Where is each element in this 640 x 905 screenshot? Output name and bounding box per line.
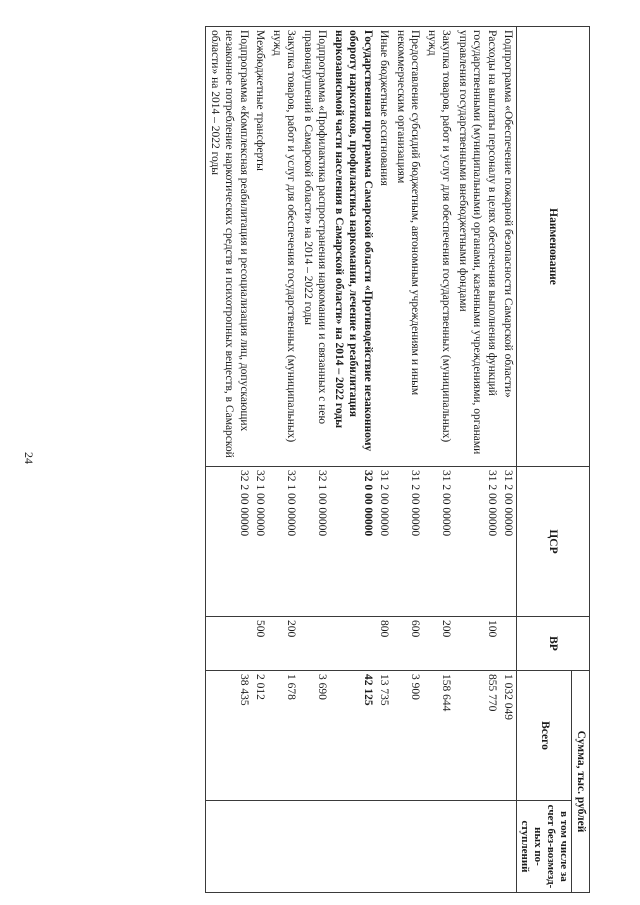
cell-name: Расходы на выплаты персоналу в целях обеспечения выполнения функций государственными (муниципальными) органами, казенными учреждениями, органами управления государственными внебюджетными фондами [455, 27, 501, 467]
header-csr: ЦСР [517, 467, 590, 617]
cell-gratuitous [393, 801, 424, 893]
cell-total: 3 900 [393, 671, 424, 801]
cell-vr: 500 [252, 617, 269, 671]
cell-csr: 31 2 00 00000 [455, 467, 501, 617]
cell-csr: 32 0 00 00000 [331, 467, 377, 617]
table-row [206, 27, 252, 893]
budget-table [206, 26, 591, 893]
header-name: Наименование [517, 27, 590, 467]
cell-vr [206, 617, 252, 671]
cell-vr [300, 617, 331, 671]
cell-csr: 31 2 00 00000 [424, 467, 455, 617]
table-row [500, 27, 517, 893]
cell-csr: 31 2 00 00000 [393, 467, 424, 617]
cell-total: 1 032 049 [500, 671, 517, 801]
table-row [331, 27, 377, 893]
cell-name: Закупка товаров, работ и услуг для обеспечения государственных (муниципальных) нужд [269, 27, 300, 467]
cell-gratuitous [300, 801, 331, 893]
cell-gratuitous [252, 801, 269, 893]
header-sum-group: Сумма, тыс. рублей [572, 671, 590, 893]
cell-name: Подпрограмма «Комплексная реабилитация и ресоциализация лиц, допускающих незаконное потребление наркотических средств и психотропных веществ, в Самарской области» на 2014 – 2022 годы [206, 27, 252, 467]
cell-name: Иные бюджетные ассигнования [376, 27, 393, 467]
cell-vr: 200 [269, 617, 300, 671]
table-row [424, 27, 455, 893]
table-row [455, 27, 501, 893]
table-row [252, 27, 269, 893]
cell-name: Подпрограмма «Обеспечение пожарной безопасности Самарской области» [500, 27, 517, 467]
header-gratuitous: в том числе за счет без-возмезд-ных по-ступлений [517, 801, 572, 893]
cell-total: 158 644 [424, 671, 455, 801]
cell-vr: 100 [455, 617, 501, 671]
cell-gratuitous [269, 801, 300, 893]
cell-gratuitous [331, 801, 377, 893]
cell-total: 855 770 [455, 671, 501, 801]
cell-total: 1 678 [269, 671, 300, 801]
cell-csr: 31 2 00 00000 [376, 467, 393, 617]
table-row [269, 27, 300, 893]
cell-vr: 800 [376, 617, 393, 671]
table-body [206, 27, 517, 893]
cell-total: 38 435 [206, 671, 252, 801]
cell-total: 13 735 [376, 671, 393, 801]
cell-gratuitous [455, 801, 501, 893]
rotated-page-content [154, 26, 590, 892]
cell-total: 2 012 [252, 671, 269, 801]
cell-csr: 32 1 00 00000 [269, 467, 300, 617]
cell-csr: 32 1 00 00000 [252, 467, 269, 617]
header-vr: ВР [517, 617, 590, 671]
table-row [393, 27, 424, 893]
cell-vr [500, 617, 517, 671]
page-number: 24 [22, 452, 36, 464]
cell-csr: 31 2 00 00000 [500, 467, 517, 617]
cell-name: Подпрограмма «Профилактика распространения наркомании и связанных с нею правонарушений в Самарской области» на 2014 – 2022 годы [300, 27, 331, 467]
cell-csr: 32 2 00 00000 [206, 467, 252, 617]
cell-gratuitous [424, 801, 455, 893]
cell-vr: 200 [424, 617, 455, 671]
cell-gratuitous [500, 801, 517, 893]
table-row [376, 27, 393, 893]
cell-gratuitous [206, 801, 252, 893]
cell-gratuitous [376, 801, 393, 893]
cell-total: 3 690 [300, 671, 331, 801]
cell-name: Межбюджетные трансферты [252, 27, 269, 467]
cell-total: 42 125 [331, 671, 377, 801]
cell-vr [331, 617, 377, 671]
cell-name: Государственная программа Самарской области «Противодействие незаконному обороту наркотиков, профилактика наркомании, лечение и реабилитация наркозависимой части населения в Самарской области» на 2014 – 2022 годы [331, 27, 377, 467]
cell-name: Закупка товаров, работ и услуг для обеспечения государственных (муниципальных) нужд [424, 27, 455, 467]
cell-vr: 600 [393, 617, 424, 671]
table-row [300, 27, 331, 893]
cell-csr: 32 1 00 00000 [300, 467, 331, 617]
header-total: Всего [517, 671, 572, 801]
cell-name: Предоставление субсидий бюджетным, автономным учреждениям и иным некоммерческим организациям [393, 27, 424, 467]
